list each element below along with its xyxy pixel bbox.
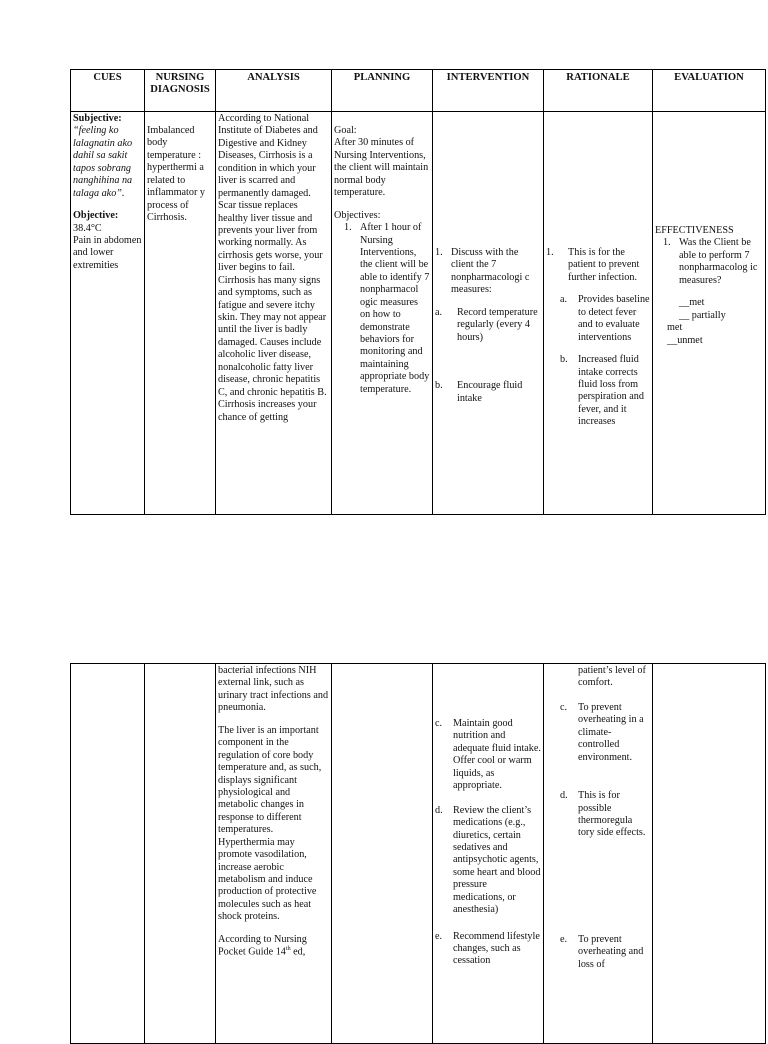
planning-cell [332,112,433,515]
cues-cell [71,112,145,515]
partially-met-option: __ partially [679,309,726,321]
header-cues: CUES [71,70,145,112]
rationale-c: c. To prevent overheating in a climate-controlled environment. [560,701,644,763]
rationale-a: a. Provides baseline to detect fever and to evaluate interventions [560,294,650,343]
goal-text: After 30 minutes of Nursing Interventions, the client will maintain normal body temperature. [334,137,429,199]
analysis-paragraph-1-continued: bacterial infections NIH external link, such as urinary tract infections and pneumonia. [218,665,329,714]
rationale-b: b. Increased fluid intake corrects fluid loss from perspiration and fever, and it increases [560,354,644,428]
rationale-cell [544,112,653,515]
intervention-d: d. Review the client’s medications (e.g., diuretics, certain sedatives and antipsychotic agents, some heart and blood pressure medications, or anesthesia) [435,804,541,916]
intervention-e: e. Recommend lifestyle changes, such as cessation [435,930,540,967]
intervention-c: c. Maintain good nutrition and adequate fluid intake. Offer cool or warm liquids, as appropriate. [435,718,541,792]
header-rationale: RATIONALE [544,70,653,112]
cues-cell-continued [71,664,145,1044]
subjective-label: Subjective: [73,113,122,124]
analysis-paragraph-3: According to Nursing Pocket Guide 14th ed, [218,933,307,958]
goal-label: Goal: [334,125,357,136]
analysis-cell [216,112,332,515]
rationale-b-continued: patient’s level of comfort. [578,665,646,689]
rationale-cell-continued [544,664,653,1044]
partially-met-option-cont: met [667,322,683,334]
evaluation-cell-continued [653,664,766,1044]
diagnosis-text: Imbalanced body temperature : hyperthermi a related to inflammator y process of Cirrhosis. [147,125,205,224]
intervention-b: b. Encourage fluid intake [435,380,523,404]
care-plan-table-page-1 [70,69,766,515]
subjective-quote: “feeling ko lalagnatin ako dahil sa sakit tapos sobrang nanghihina na talaga ako”. [73,125,133,199]
analysis-cell-continued [216,664,332,1044]
rationale-1: 1. This is for the patient to prevent further infection. [546,247,640,283]
objective-1: 1. After 1 hour of Nursing Interventions, the client will be able to identify 7 nonpharmacol ogic measures on how to demonstrate behaviors for monitoring and maintaining appropriate body temperature. [344,222,430,395]
evaluation-cell [653,112,766,515]
evaluation-question-1: 1. Was the Client be able to perform 7 nonpharmacolog ic measures? [663,237,758,286]
header-intervention: INTERVENTION [433,70,544,112]
diagnosis-cell-continued [145,664,216,1044]
table-row [71,664,766,1044]
diagnosis-cell [145,112,216,515]
pain-description: Pain in abdomen and lower extremities [73,234,142,271]
intervention-a: a. Record temperature regularly (every 4 hours) [435,306,538,343]
planning-cell-continued [332,664,433,1044]
intervention-1: 1. Discuss with the client the 7 nonpharmacologi c measures: [435,247,530,296]
unmet-option: __unmet [667,334,703,346]
analysis-paragraph-1: According to National Institute of Diabetes and Digestive and Kidney Diseases, Cirrhosis is a condition in which your liver is scarred and permanently damaged. Scar tissue replaces healthy liver tissue and prevents your liver from working normally. As cirrhosis gets worse, your liver begins to fail. Cirrhosis has many signs and symptoms, such as fatigue and severe itchy skin. They may not appear until the liver is badly damaged. Causes include alcoholic liver disease, nonalcoholic fatty liver disease, chronic hepatitis C, and chronic hepatitis B. Cirrhosis increases your chance of getting [218,113,327,423]
care-plan-table-page-2 [70,663,766,1044]
table-row [71,112,766,515]
intervention-cell [433,112,544,515]
objective-label: Objective: [73,210,119,222]
rationale-e: e. To prevent overheating and loss of [560,933,644,970]
header-planning: PLANNING [332,70,433,112]
temperature-value: 38.4°C [73,222,102,234]
header-evaluation: EVALUATION [653,70,766,112]
rationale-d: d. This is for possible thermoregula tory side effects. [560,790,646,839]
objectives-label: Objectives: [334,209,381,221]
header-nursing-diagnosis: NURSING DIAGNOSIS [145,70,216,112]
header-row [71,70,766,112]
effectiveness-heading: EFFECTIVENESS [655,225,734,236]
met-option: __met [679,297,705,309]
intervention-cell-continued [433,664,544,1044]
analysis-paragraph-2: The liver is an important component in the regulation of core body temperature and, as such, displays significant physiological and metabolic changes in response to different temperatures. Hyperthermia may promote vasodilation, increase aerobic metabolism and induce production of protective molecules such as heat shock proteins. [218,724,322,923]
header-analysis: ANALYSIS [216,70,332,112]
